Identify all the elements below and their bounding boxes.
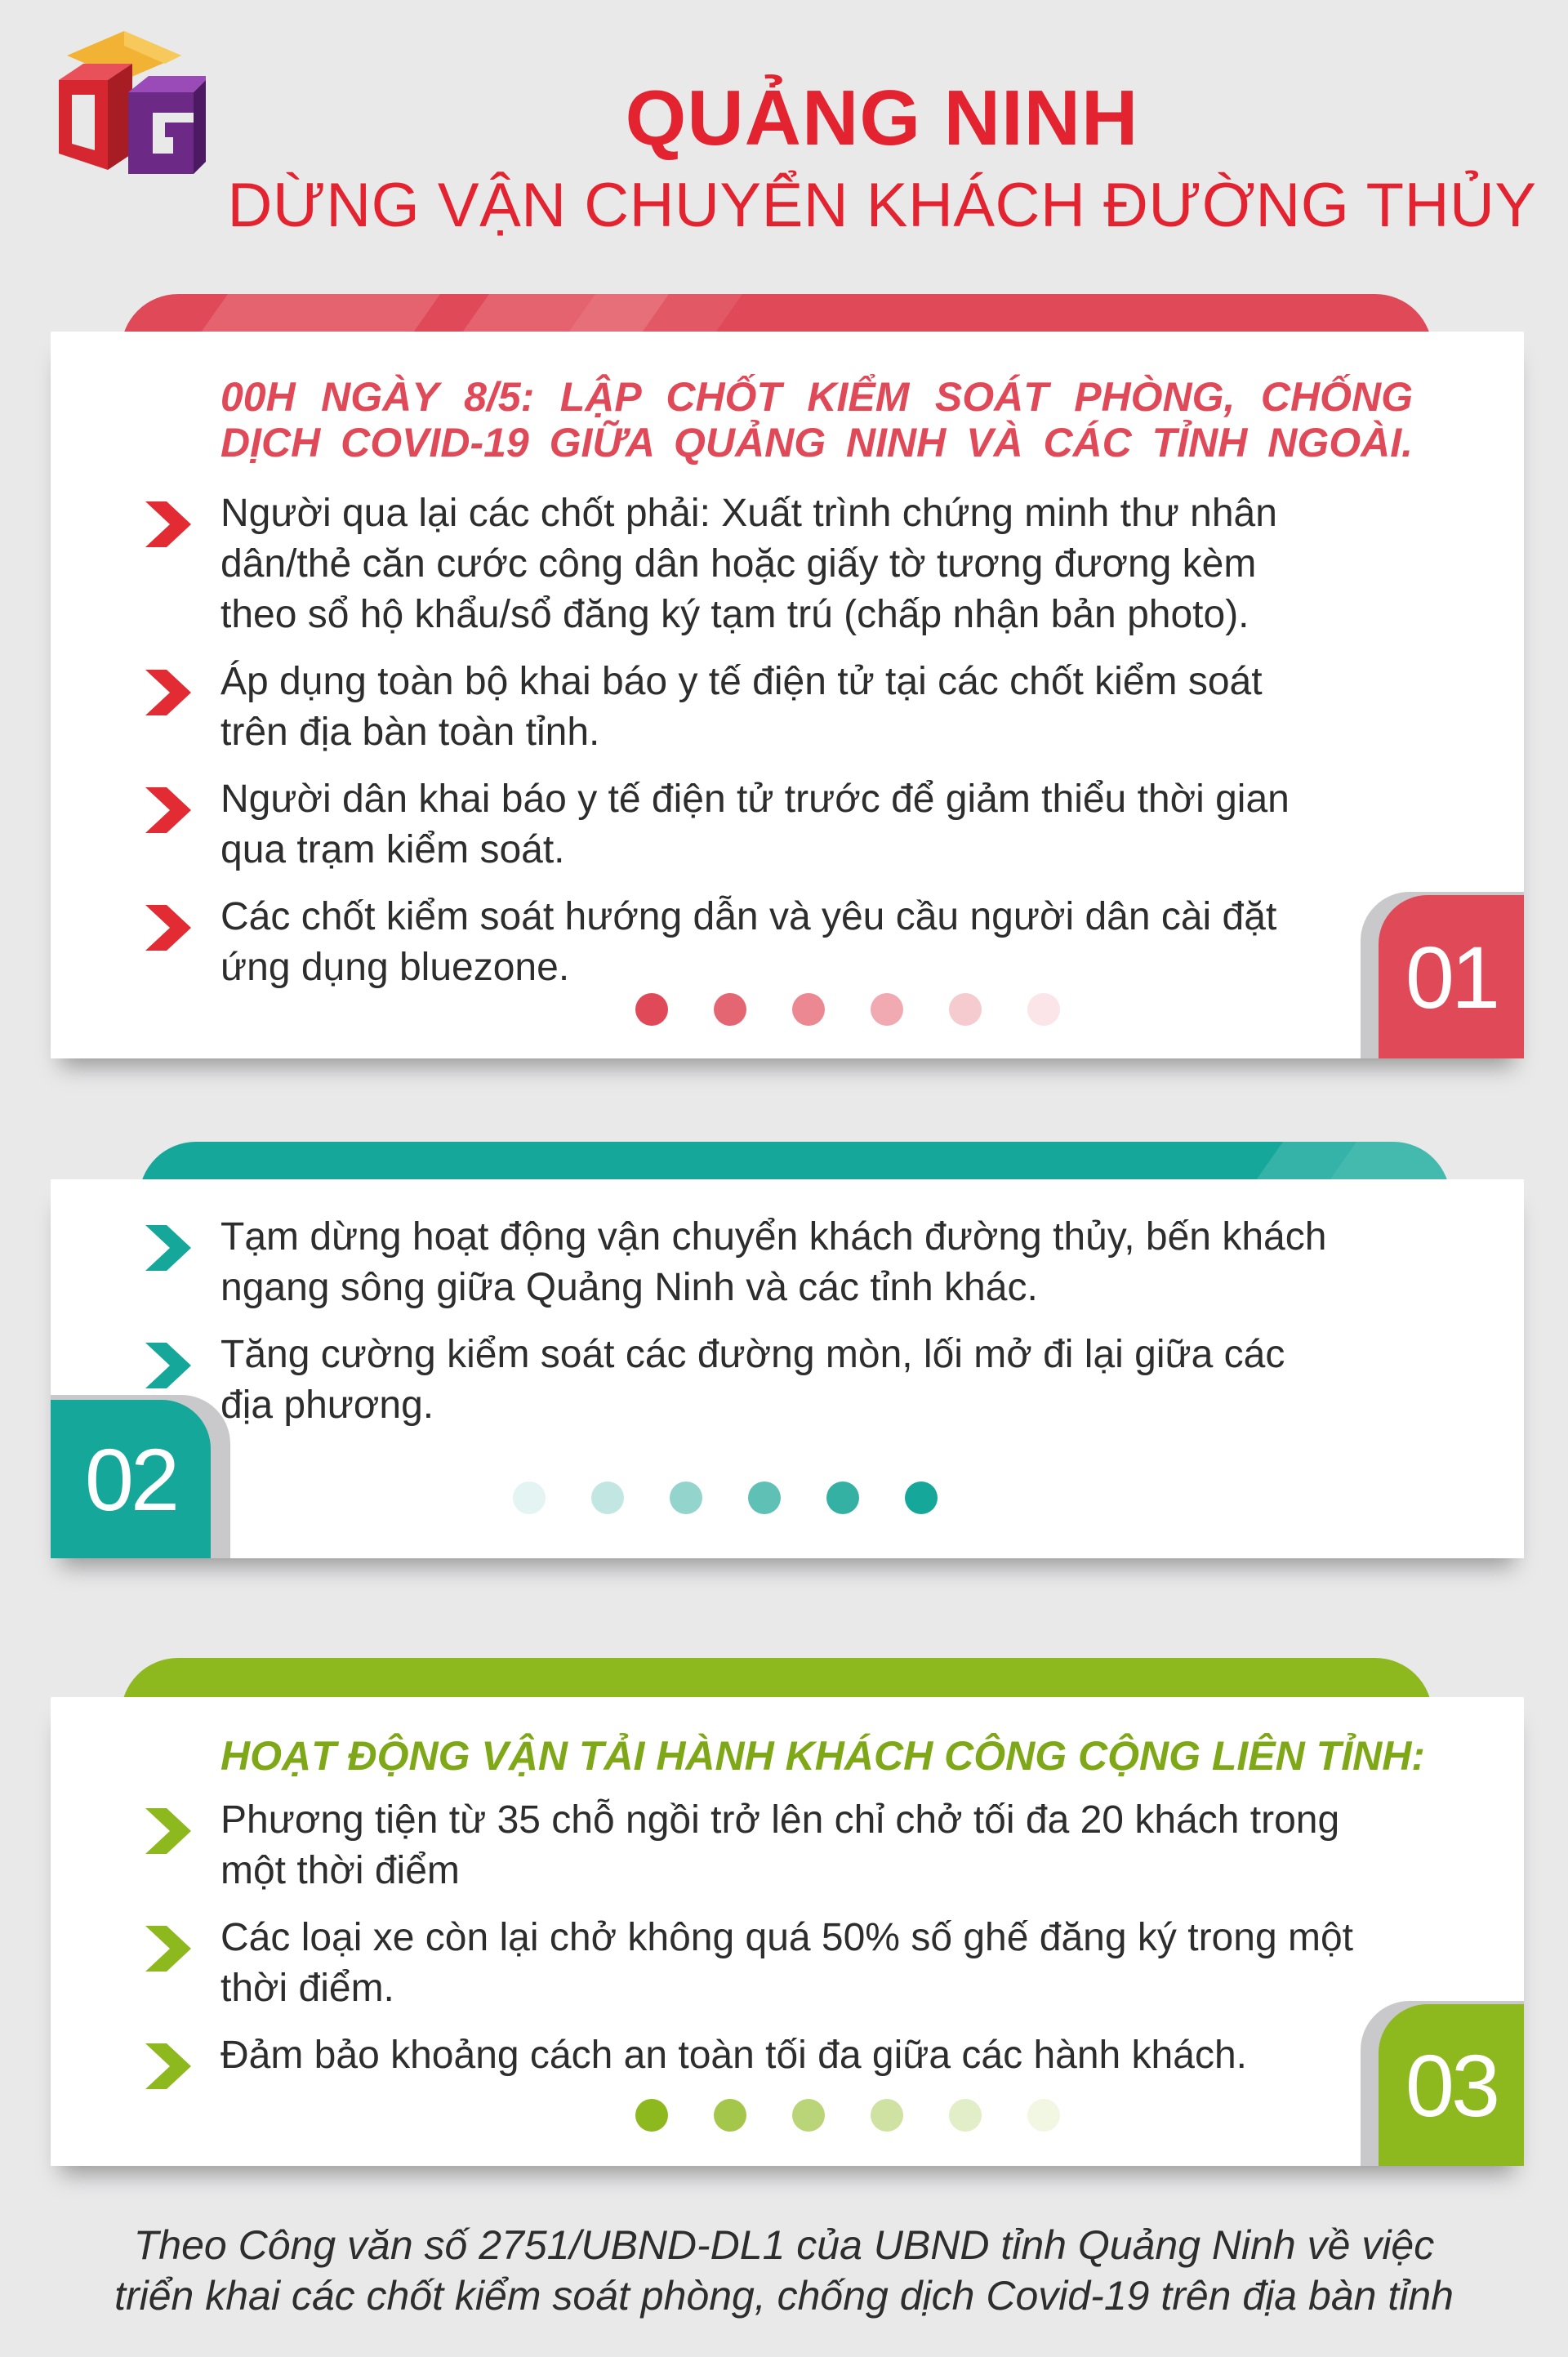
bullet-line: Các chốt kiểm soát hướng dẫn và yêu cầu người dân cài đặt <box>220 895 1277 938</box>
dot <box>748 1481 781 1514</box>
section-2-card <box>51 1179 1524 1558</box>
chevron-right-icon <box>142 2040 194 2092</box>
section-1-badge <box>1361 892 1524 1058</box>
dot <box>826 1481 859 1514</box>
dot <box>949 993 982 1026</box>
section-1-card <box>51 332 1524 1058</box>
bullet-line: Tạm dừng hoạt động vận chuyển khách đường thủy, bến khách <box>220 1215 1327 1259</box>
bullet-line: qua trạm kiểm soát. <box>220 828 565 871</box>
chevron-right-icon <box>142 1339 194 1392</box>
section-1-dots <box>635 993 1060 1026</box>
section-number: 02 <box>51 1400 211 1558</box>
dot <box>905 1481 938 1514</box>
dot <box>871 2099 903 2132</box>
footer-line: Theo Công văn số 2751/UBND-DL1 của UBND tỉnh Quảng Ninh về việc <box>133 2222 1435 2268</box>
chevron-right-icon <box>142 1923 194 1975</box>
bullet-line: theo sổ hộ khẩu/sổ đăng ký tạm trú (chấp nhận bản photo). <box>220 593 1250 636</box>
dot <box>949 2099 982 2132</box>
dot <box>1027 2099 1060 2132</box>
list-item <box>220 488 1462 640</box>
bullet-line: địa phương. <box>220 1383 434 1427</box>
dot <box>714 2099 746 2132</box>
chevron-right-icon <box>142 784 194 836</box>
section-3-badge <box>1361 2001 1524 2166</box>
heading-line: DỊCH COVID-19 GIỮA QUẢNG NINH VÀ CÁC TỈNH NGOÀI. <box>220 420 1413 466</box>
heading-line: 00H NGÀY 8/5: LẬP CHỐT KIỂM SOÁT PHÒNG, CHỐNG <box>220 374 1413 420</box>
bullet-line: ngang sông giữa Quảng Ninh và các tỉnh khác. <box>220 1266 1038 1309</box>
bullet-line: Áp dụng toàn bộ khai báo y tế điện tử tại các chốt kiểm soát <box>220 660 1263 703</box>
bullet-line: trên địa bàn toàn tỉnh. <box>220 711 600 754</box>
dot <box>1027 993 1060 1026</box>
section-3-heading: HOẠT ĐỘNG VẬN TẢI HÀNH KHÁCH CÔNG CỘNG LIÊN TỈNH: <box>220 1733 1425 1779</box>
bullet-line: Phương tiện từ 35 chỗ ngồi trở lên chỉ chở tối đa 20 khách trong <box>220 1798 1340 1842</box>
footer-line: triển khai các chốt kiểm soát phòng, chống dịch Covid-19 trên địa bàn tỉnh <box>114 2273 1454 2319</box>
list-item <box>220 2030 1494 2081</box>
dot <box>714 993 746 1026</box>
list-item <box>220 1913 1494 2014</box>
chevron-right-icon <box>142 1805 194 1857</box>
section-2-dots <box>513 1481 938 1514</box>
section-number: 03 <box>1379 2004 1524 2166</box>
list-item <box>220 774 1462 876</box>
chevron-right-icon <box>142 666 194 719</box>
bullet-line: Đảm bảo khoảng cách an toàn tối đa giữa các hành khách. <box>220 2034 1247 2077</box>
dot <box>792 2099 825 2132</box>
bullet-line: ứng dụng bluezone. <box>220 946 570 989</box>
bullet-line: Người dân khai báo y tế điện tử trước để giảm thiểu thời gian <box>220 777 1290 821</box>
dot <box>591 1481 624 1514</box>
bullet-line: thời điểm. <box>220 1967 394 2010</box>
page-subtitle: DỪNG VẬN CHUYỂN KHÁCH ĐƯỜNG THỦY <box>227 171 1537 240</box>
list-item <box>220 657 1462 758</box>
bullet-line: Người qua lại các chốt phải: Xuất trình chứng minh thư nhân <box>220 492 1277 535</box>
list-item <box>220 1795 1494 1896</box>
page-title: QUẢNG NINH <box>625 74 1139 162</box>
section-3-card <box>51 1697 1524 2166</box>
dot <box>871 993 903 1026</box>
bullet-line: Các loại xe còn lại chở không quá 50% số ghế đăng ký trong một <box>220 1916 1353 1959</box>
section-3-list <box>220 1795 1494 2081</box>
section-1-heading <box>220 374 1413 466</box>
dot <box>792 993 825 1026</box>
chevron-right-icon <box>142 498 194 550</box>
chevron-right-icon <box>142 902 194 954</box>
logo-icon <box>42 31 206 194</box>
section-2-badge <box>51 1395 230 1558</box>
list-item <box>220 1212 1478 1313</box>
bullet-line: Tăng cường kiểm soát các đường mòn, lối mở đi lại giữa các <box>220 1333 1285 1376</box>
list-item <box>220 892 1462 993</box>
bullet-line: dân/thẻ căn cước công dân hoặc giấy tờ tương đương kèm <box>220 542 1257 586</box>
section-number: 01 <box>1379 895 1524 1058</box>
section-2-list <box>220 1212 1478 1431</box>
dot <box>635 993 668 1026</box>
bullet-line: một thời điểm <box>220 1849 460 1892</box>
dot <box>635 2099 668 2132</box>
footer-note <box>0 2220 1568 2321</box>
list-item <box>220 1330 1478 1431</box>
dot <box>513 1481 546 1514</box>
dot <box>670 1481 702 1514</box>
section-3-dots <box>635 2099 1060 2132</box>
section-1-list <box>220 488 1462 993</box>
chevron-right-icon <box>142 1222 194 1274</box>
